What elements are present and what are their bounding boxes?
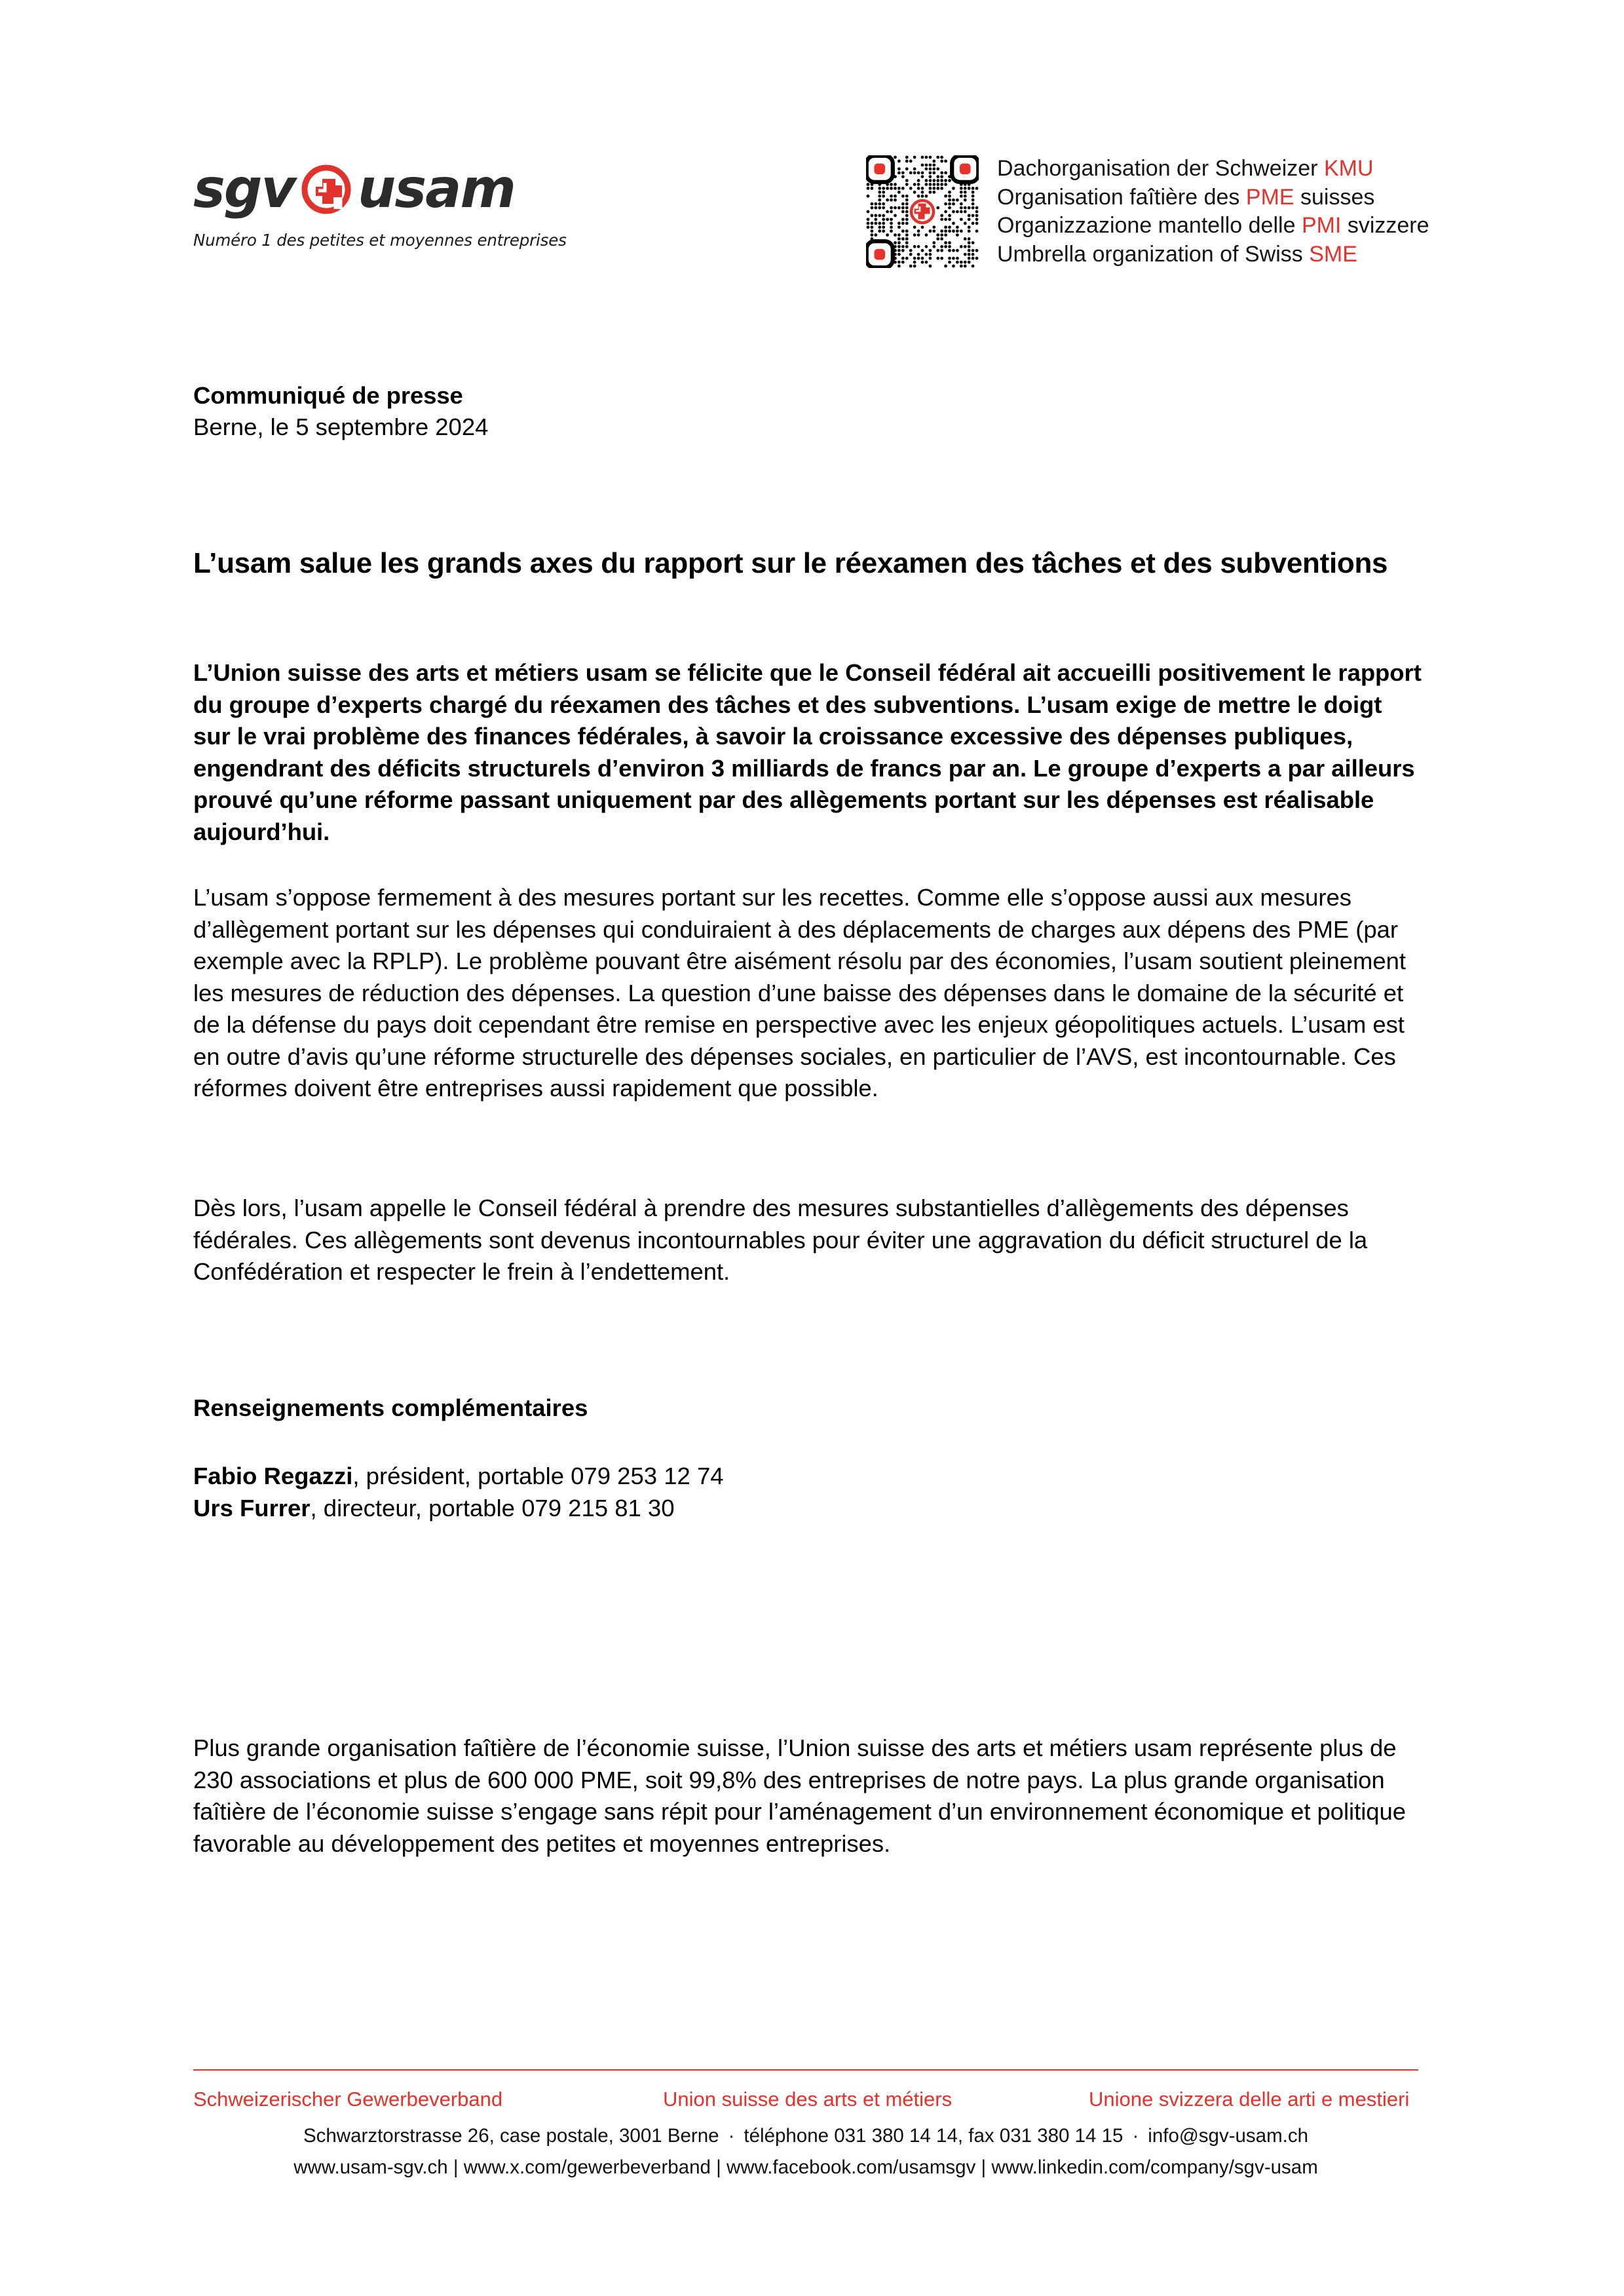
footer-address-line [193,2123,1418,2149]
contacts-heading: Renseignements complémentaires [193,1394,588,1421]
contact-person-1-name: Fabio Regazzi [193,1463,353,1489]
organization-taglines [997,155,1429,269]
contact-person-1 [193,1461,724,1493]
logo-wordmark [193,159,599,220]
footer-email[interactable]: info@sgv-usam.ch [1148,2125,1309,2147]
boilerplate-paragraph: Plus grande organisation faîtière de l’économie suisse, l’Union suisse des arts et métiers usam représente plus de 230 associations et plus de 600 000 PME, soit 99,8% des entreprises de notre pays. La plus grande organisation faîtière de l’économie suisse s’engage sans répit pour l’aménagement d’un environnement économique et politique favorable au développement des petites et moyennes entreprises. [193,1734,1407,1857]
footer-organization-names [193,2086,1418,2113]
contact-person-2-details: , directeur, portable 079 215 81 30 [310,1494,675,1521]
lead-paragraph: L’Union suisse des arts et métiers usam se félicite que le Conseil fédéral ait accueilli positivement le rapport du groupe d’experts chargé du réexamen des tâches et des subventions. L’usam exige de mettre le doigt sur le vrai problème des finances fédérales, à savoir la croissance excessive des dépenses publiques, engendrant des déficits structurels d’environ 3 milliards de francs par an. Le groupe d’experts a par ailleurs prouvé qu’une réforme passant uniquement par des allègements portant sur les dépenses est réalisable aujourd’hui. [193,659,1422,845]
org-tagline-en [997,240,1429,269]
qr-code[interactable] [866,155,979,268]
footer-org-it: Unione svizzera delle arti e mestieri [1089,2088,1410,2111]
contacts-list [193,1461,724,1524]
footer-divider [193,2069,1418,2071]
org-tagline-fr-tail: suisses [1294,184,1375,210]
org-tagline-it-tail: svizzere [1341,213,1429,238]
contact-person-2-name: Urs Furrer [193,1494,311,1521]
document-header [0,0,1624,308]
page-title: L’usam salue les grands axes du rapport sur le réexamen des tâches et des subventions [193,547,1388,579]
kicker-block [193,380,1418,443]
org-tagline-it [997,212,1429,240]
org-tagline-en-highlight: SME [1309,241,1357,267]
org-tagline-it-highlight: PMI [1301,213,1342,238]
org-tagline-fr [997,183,1429,212]
logo-text-sgv: sgv [193,158,295,220]
contact-person-1-details: , président, portable 079 253 12 74 [352,1463,724,1489]
org-tagline-it-text: Organizzazione mantello delle [997,213,1302,238]
footer-org-de: Schweizerischer Gewerbeverband [193,2088,503,2111]
org-tagline-fr-text: Organisation faîtière des [997,184,1246,210]
body-paragraph-1: L’usam s’oppose fermement à des mesures portant sur les recettes. Comme elle s’oppose aussi aux mesures d’allègement portant sur les dépenses qui conduiraient à des déplacements de charges aux dépens des PME (par exemple avec la RPLP). Le problème pouvant être aisément résolu par des économies, l’usam soutient pleinement les mesures de réduction des dépenses. La question d’une baisse des dépenses dans le domaine de la sécurité et de la défense du pays doit cependant être remise en perspective avec les enjeux géopolitiques actuels. L’usam est en outre d’avis qu’une réforme structurelle des dépenses sociales, en particulier de l’AVS, est incontournable. Ces réformes doivent être entreprises aussi rapidement que possible. [193,884,1406,1101]
footer-separator-1: · [728,2125,735,2147]
contact-person-2 [193,1493,724,1525]
press-release-label: Communiqué de presse [193,382,463,409]
logo-text-usam: usam [357,158,515,220]
dateline: Berne, le 5 septembre 2024 [193,413,489,440]
org-tagline-de [997,155,1429,183]
footer-org-fr: Union suisse des arts et métiers [663,2088,953,2111]
swiss-cross-circle-icon [296,159,356,220]
org-tagline-de-text: Dachorganisation der Schweizer [997,156,1324,181]
body-paragraph-2: Dès lors, l’usam appelle le Conseil fédéral à prendre des mesures substantielles d’allègements des dépenses fédérales. Ces allègements sont devenus incontournables pour éviter une aggravation du déficit structurel de la Confédération et respecter le frein à l’endettement. [193,1195,1368,1285]
org-tagline-de-highlight: KMU [1323,156,1374,181]
footer-links-line[interactable]: www.usam-sgv.ch | www.x.com/gewerbeverband | www.facebook.com/usamsgv | www.linkedin.com/company/sgv-usam [293,2156,1318,2178]
sgv-usam-logo [193,159,599,250]
footer-separator-2: · [1132,2125,1139,2147]
org-tagline-en-text: Umbrella organization of Swiss [997,241,1310,267]
footer-street-address: Schwarztorstrasse 26, case postale, 3001 Berne [303,2125,719,2147]
logo-tagline: Numéro 1 des petites et moyennes entreprises [193,231,567,250]
footer-phone: téléphone 031 380 14 14, fax 031 380 14 15 [744,2125,1124,2147]
org-tagline-fr-highlight: PME [1245,184,1294,210]
